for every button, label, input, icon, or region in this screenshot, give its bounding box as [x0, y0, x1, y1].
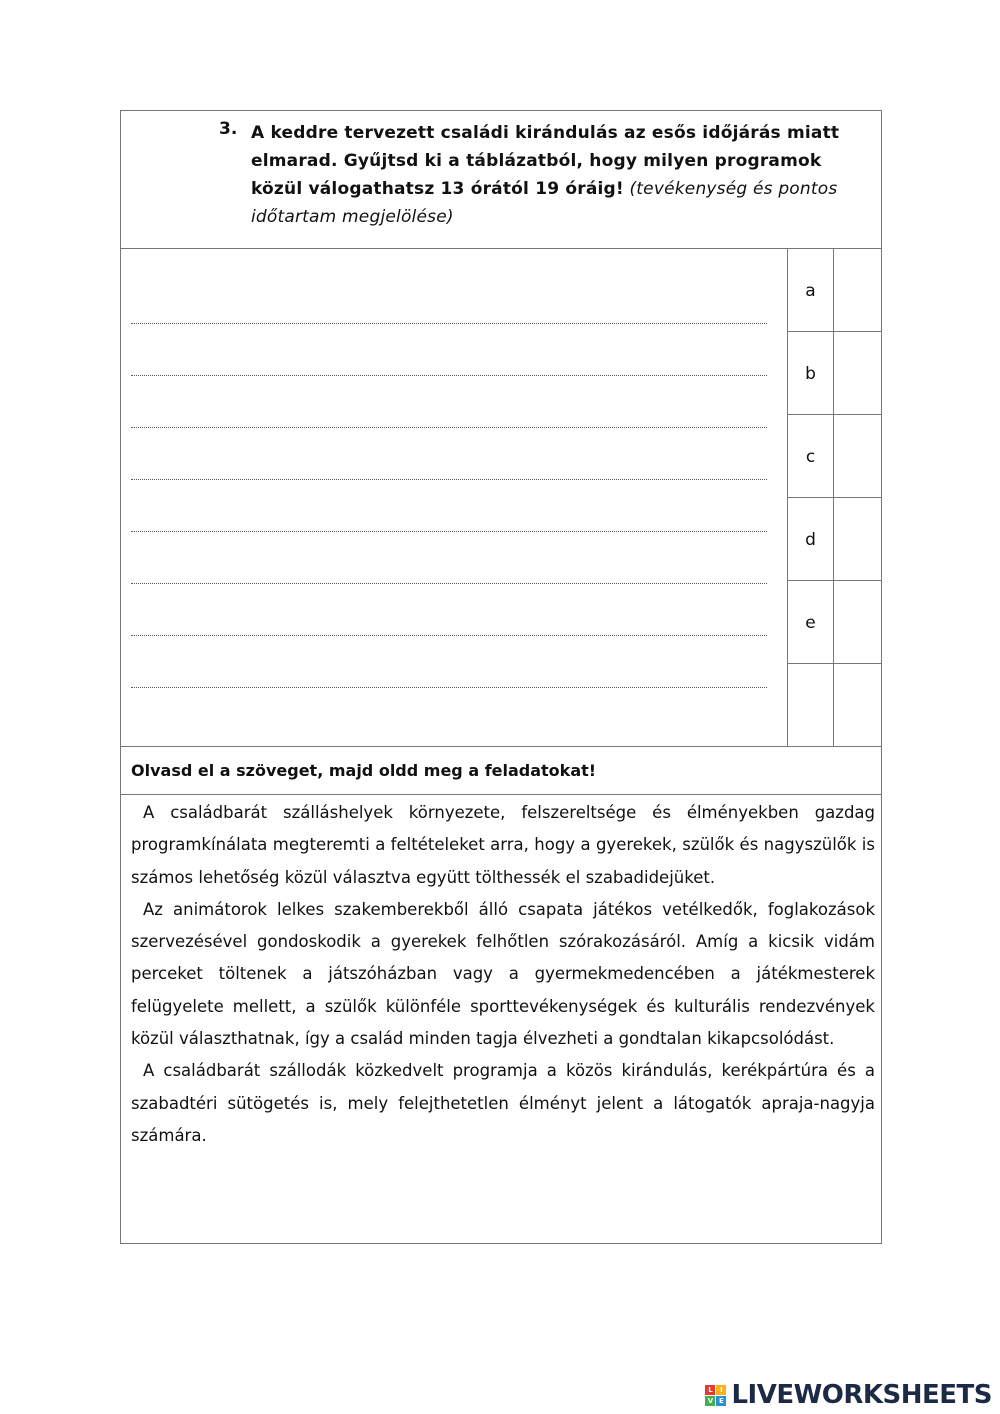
liveworksheets-logo-icon [705, 1385, 726, 1406]
answer-line[interactable] [131, 323, 767, 324]
reading-text [131, 797, 875, 1152]
score-label: b [788, 332, 834, 415]
score-box[interactable] [834, 664, 882, 747]
score-label: e [788, 581, 834, 664]
score-box[interactable] [834, 249, 882, 332]
answer-line[interactable] [131, 635, 767, 636]
reading-paragraph: Az animátorok lelkes szakemberekből álló csapata játékos vetélkedők, foglakozások szervezésével gondoskodik a gyerekek felhőtlen szórakozásáról. Amíg a kicsik vidám perceket töltenek a játszóházban vagy a gyermekmedencében a játékmesterek felügyelete mellett, a szülők különféle sporttevékenységek és kulturális rendezvények közül választhatnak, így a család minden tagja élvezheti a gondtalan kikapcsolódást. [131, 899, 875, 1049]
answer-area [121, 249, 881, 747]
score-box[interactable] [834, 498, 882, 581]
score-row [788, 498, 882, 581]
task-bold-text: A keddre tervezett családi kirándulás az esős időjárás miatt elmarad. Gyűjtsd ki a táblázatból, hogy milyen programok közül válogathatsz 13 órától 19 óráig! [251, 123, 840, 199]
reading-paragraph: A családbarát szálláshelyek környezete, felszereltsége és élményekben gazdag programkínálata megteremti a feltételeket arra, hogy a gyerekek, szülők és nagyszülők is számos lehetőség közül választva együtt tölthessék el szabadidejüket. [131, 803, 875, 887]
liveworksheets-brand [705, 1378, 992, 1412]
task-header [121, 111, 881, 249]
score-box[interactable] [834, 581, 882, 664]
task-number: 3. [219, 119, 238, 139]
answer-line[interactable] [131, 583, 767, 584]
worksheet-frame [120, 110, 882, 1244]
score-label: a [788, 249, 834, 332]
answer-line[interactable] [131, 479, 767, 480]
answer-line[interactable] [131, 375, 767, 376]
task-text [251, 119, 861, 231]
task-italic-hint: (tevékenység és pontos időtartam megjelölése) [251, 179, 838, 227]
score-row [788, 664, 882, 747]
score-row [788, 415, 882, 498]
reading-instruction: Olvasd el a szöveget, majd oldd meg a feladatokat! [121, 747, 881, 795]
score-row [788, 581, 882, 664]
answer-line[interactable] [131, 427, 767, 428]
score-box[interactable] [834, 415, 882, 498]
logo-letter: V [705, 1396, 715, 1406]
score-label [788, 664, 834, 747]
logo-letter: E [716, 1396, 726, 1406]
answer-line[interactable] [131, 687, 767, 688]
brand-name: LIVEWORKSHEETS [731, 1380, 992, 1410]
score-column [787, 249, 881, 747]
score-row [788, 332, 882, 415]
score-row [788, 249, 882, 332]
reading-paragraph: A családbarát szállodák közkedvelt programja a közös kirándulás, kerékpártúra és a szabadtéri sütögetés is, mely felejthetetlen élményt jelent a látogatók apraja-nagyja számára. [131, 1061, 875, 1145]
answer-line[interactable] [131, 531, 767, 532]
score-box[interactable] [834, 332, 882, 415]
score-label: c [788, 415, 834, 498]
score-label: d [788, 498, 834, 581]
logo-letter: I [716, 1385, 726, 1395]
logo-letter: L [705, 1385, 715, 1395]
